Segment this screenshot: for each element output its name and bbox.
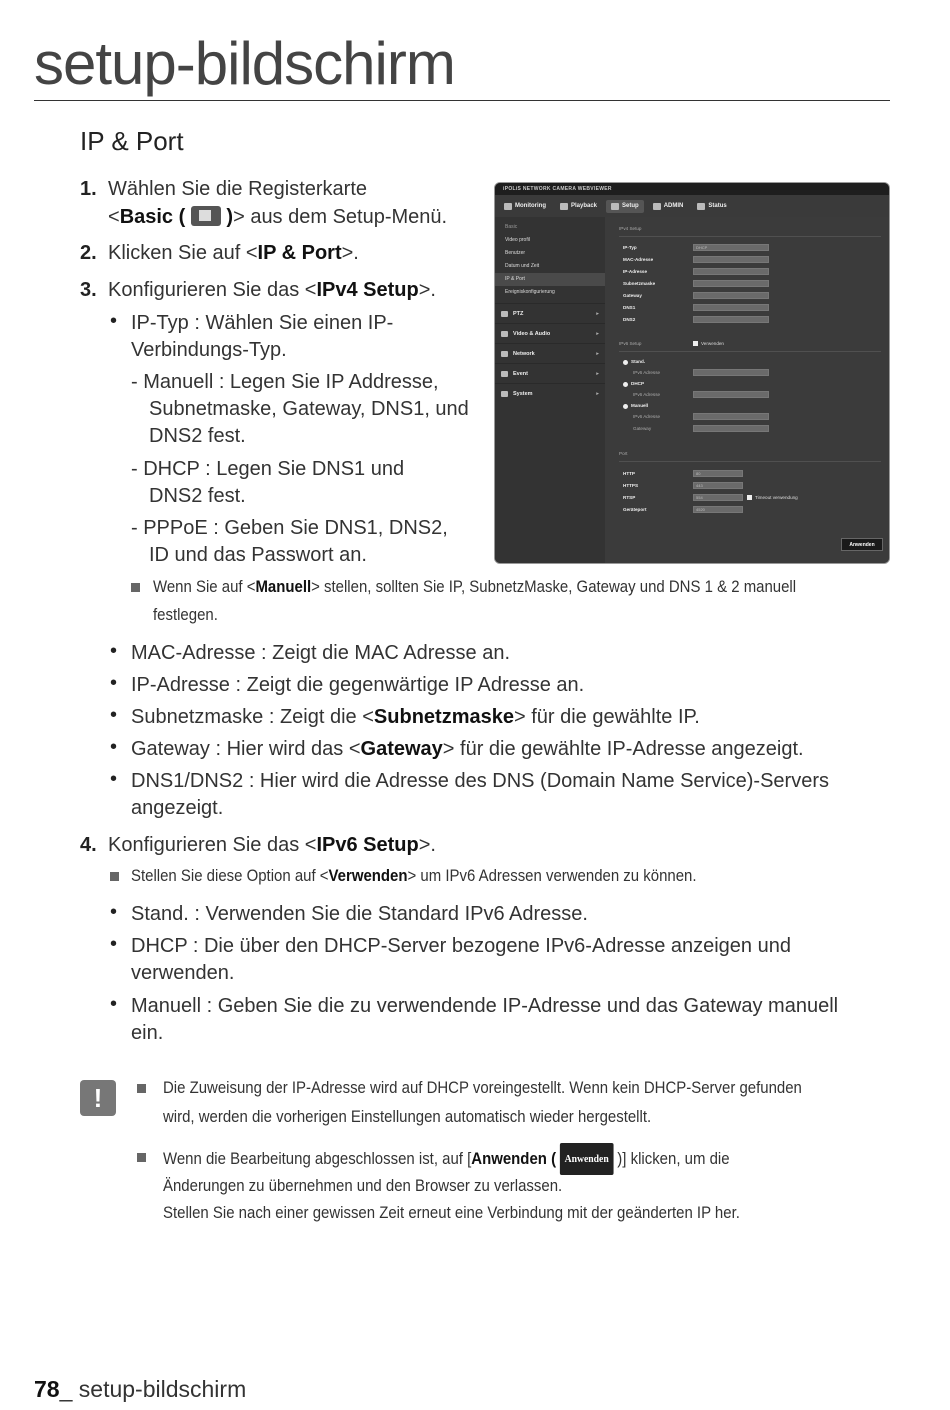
sidebar-item[interactable]: Ereigniskonfigurierung	[505, 289, 555, 295]
note-text: festlegen.	[153, 605, 218, 624]
port-field[interactable]: 554	[693, 494, 743, 501]
step-number: 2.	[80, 242, 97, 264]
list-item: DNS1/DNS2 : Hier wird die Adresse des DNS (Domain Name Service)-Servers	[131, 770, 829, 792]
apply-button[interactable]: Anwenden	[841, 538, 883, 551]
list-item: IP-Typ : Wählen Sie einen IP-	[131, 312, 394, 334]
radio-label: Stand.	[631, 359, 646, 364]
divider	[619, 461, 881, 462]
field-label: DNS2	[623, 317, 636, 322]
setup-screenshot	[494, 182, 890, 564]
nav-admin[interactable]: ADMIN	[648, 200, 689, 213]
ipv6-title: IPv6 Setup	[619, 341, 642, 346]
list-item: Gateway : Hier wird das <Gateway> für die gewählte IP-Adresse angezeigt.	[131, 738, 804, 760]
nav-monitoring[interactable]: Monitoring	[499, 200, 551, 213]
ipv6-field[interactable]	[693, 391, 769, 398]
note-text: Wenn Sie auf <Manuell> stellen, sollten Sie IP, SubnetzMaske, Gateway und DNS 1 & 2 manuell	[153, 577, 797, 596]
divider	[619, 351, 881, 352]
ipv6-field[interactable]	[693, 413, 769, 420]
list-item: - PPPoE : Geben Sie DNS1, DNS2,	[131, 517, 448, 539]
radio-label: DHCP	[631, 381, 645, 386]
nav-setup[interactable]: Setup	[606, 200, 644, 213]
port-title: Port	[619, 451, 628, 456]
gear-icon	[611, 203, 619, 210]
webviewer-sidebar	[495, 217, 605, 563]
playback-icon	[560, 203, 568, 210]
field-label: Gateway	[623, 293, 642, 298]
field-label: IPv6 Adresse	[633, 370, 661, 375]
warning-text: Wenn die Bearbeitung abgeschlossen ist, auf [Anwenden ( Anwenden )] klicken, um die	[163, 1143, 730, 1175]
step-text: Konfigurieren Sie das <IPv4 Setup>.	[108, 279, 436, 301]
sidebar-item[interactable]: Video profil	[505, 237, 530, 243]
step-text: <Basic ( )> aus dem Setup-Menü.	[108, 206, 448, 228]
step-text: Wählen Sie die Registerkarte	[108, 178, 368, 200]
subnet-field[interactable]	[693, 280, 769, 287]
list-item: - Manuell : Legen Sie IP Addresse,	[131, 371, 439, 393]
list-item: DNS2 fest.	[149, 425, 246, 447]
radio-manuell[interactable]	[623, 404, 628, 409]
list-item: DNS2 fest.	[149, 485, 246, 507]
step-number: 3.	[80, 279, 97, 301]
field-label: RTSP	[623, 495, 636, 500]
sidebar-category[interactable]: System ▸	[495, 383, 605, 403]
note-square-icon	[137, 1153, 146, 1162]
apply-button-icon: Anwenden	[560, 1143, 613, 1175]
video-audio-icon	[501, 331, 508, 337]
note-square-icon	[110, 872, 119, 881]
field-label: Gateway	[633, 426, 652, 431]
bullet: •	[110, 993, 118, 1015]
list-item: ein.	[131, 1022, 164, 1044]
ipv6-use-label: Verwenden	[701, 341, 724, 346]
field-label: Geräteport	[623, 507, 647, 512]
monitor-icon	[504, 203, 512, 210]
list-item: Stand. : Verwenden Sie die Standard IPv6 Adresse.	[131, 903, 588, 925]
ipv6-field[interactable]	[693, 369, 769, 376]
page-title: setup-bildschirm	[34, 30, 455, 97]
timeout-label: Timeout verwendung	[755, 495, 798, 500]
radio-dhcp[interactable]	[623, 382, 628, 387]
gateway-field[interactable]	[693, 292, 769, 299]
bullet: •	[110, 672, 118, 694]
event-icon	[501, 371, 508, 377]
note-square-icon	[137, 1084, 146, 1093]
sidebar-item[interactable]: Benutzer	[505, 250, 526, 256]
field-label: IP-Adresse	[623, 269, 648, 274]
page-header	[34, 30, 890, 101]
list-item: IP-Adresse : Zeigt die gegenwärtige IP Adresse an.	[131, 674, 585, 696]
mac-field	[693, 256, 769, 263]
radio-label: Manuell	[631, 403, 649, 408]
system-icon	[501, 391, 508, 397]
ptz-icon	[501, 311, 508, 317]
note-square-icon	[131, 583, 140, 592]
webviewer-navbar	[495, 195, 889, 217]
section-title: IP & Port	[80, 126, 184, 156]
radio-stand[interactable]	[623, 360, 628, 365]
list-item: Verbindungs-Typ.	[131, 339, 287, 361]
field-label: Subnetzmaske	[623, 281, 656, 286]
warning-text: Änderungen zu übernehmen und den Browser zu verlassen.	[163, 1176, 563, 1195]
field-label: HTTP	[623, 471, 635, 476]
bullet: •	[110, 704, 118, 726]
bullet: •	[110, 933, 118, 955]
list-item: Subnetmaske, Gateway, DNS1, und	[149, 398, 469, 420]
list-item: ID und das Passwort an.	[149, 544, 367, 566]
port-field[interactable]: 443	[693, 482, 743, 489]
step-number: 4.	[80, 834, 97, 856]
port-field[interactable]: 80	[693, 470, 743, 477]
field-label: MAC-Adresse	[623, 257, 654, 262]
warning-text: wird, werden die vorherigen Einstellungen automatisch wieder hergestellt.	[163, 1107, 652, 1126]
user-icon	[653, 203, 661, 210]
dns2-field[interactable]	[693, 316, 769, 323]
ipv6-gateway-field[interactable]	[693, 425, 769, 432]
iptyp-select[interactable]: DHCP	[693, 244, 769, 251]
list-item: - DHCP : Legen Sie DNS1 und	[131, 458, 405, 480]
bullet: •	[110, 768, 118, 790]
field-label: IP-Typ	[623, 245, 637, 250]
list-item: Manuell : Geben Sie die zu verwendende IP-Adresse und das Gateway manuell	[131, 995, 839, 1017]
nav-playback[interactable]: Playback	[555, 200, 602, 213]
bullet: •	[110, 310, 118, 332]
field-label: IPv6 Adresse	[633, 392, 661, 397]
sidebar-item[interactable]: Datum und Zeit	[505, 263, 540, 269]
note-text: Stellen Sie diese Option auf <Verwenden> um IPv6 Adressen verwenden zu können.	[131, 866, 697, 885]
network-icon	[501, 351, 508, 357]
sidebar-group-basic[interactable]: Basic	[505, 224, 518, 230]
list-item: Subnetzmaske : Zeigt die <Subnetzmaske> für die gewählte IP.	[131, 706, 700, 728]
step-text: Klicken Sie auf <IP & Port>.	[108, 242, 359, 264]
list-item: verwenden.	[131, 962, 235, 984]
bullet: •	[110, 901, 118, 923]
page-number: 78	[34, 1376, 60, 1402]
ip-field[interactable]	[693, 268, 769, 275]
field-label: IPv6 Adresse	[633, 414, 661, 419]
sidebar-category[interactable]: PTZ ▸	[495, 303, 605, 323]
ipv6-use-checkbox[interactable]	[693, 341, 698, 346]
list-item: angezeigt.	[131, 797, 224, 819]
warning-icon: !	[80, 1080, 116, 1116]
warning-text: Die Zuweisung der IP-Adresse wird auf DHCP voreingestellt. Wenn kein DHCP-Server gefunden	[163, 1078, 802, 1097]
sidebar-category[interactable]: Video & Audio ▸	[495, 323, 605, 343]
bullet: •	[110, 736, 118, 758]
port-field[interactable]: 4520	[693, 506, 743, 513]
list-item: DHCP : Die über den DHCP-Server bezogene IPv6-Adresse anzeigen und	[131, 935, 791, 957]
sidebar-category[interactable]: Network ▸	[495, 343, 605, 363]
page-footer: 78_ setup-bildschirm	[34, 1376, 247, 1402]
step-text: Konfigurieren Sie das <IPv6 Setup>.	[108, 834, 436, 856]
field-label: HTTPS	[623, 483, 639, 488]
warning-text: Stellen Sie nach einer gewissen Zeit erneut eine Verbindung mit der geänderten IP her.	[163, 1203, 740, 1222]
sidebar-category[interactable]: Event ▸	[495, 363, 605, 383]
list-item: MAC-Adresse : Zeigt die MAC Adresse an.	[131, 642, 511, 664]
divider	[619, 236, 881, 237]
status-icon	[697, 203, 705, 210]
basic-menu-icon	[191, 206, 221, 226]
timeout-checkbox[interactable]	[747, 495, 752, 500]
webviewer-main	[605, 217, 889, 563]
sidebar-item-ip-port[interactable]: IP & Port	[495, 273, 605, 286]
field-label: DNS1	[623, 305, 636, 310]
webviewer-titlebar: iPOLiS NETWORK CAMERA WEBVIEWER	[495, 183, 889, 195]
nav-status[interactable]: Status	[692, 200, 731, 213]
bullet: •	[110, 640, 118, 662]
step-number: 1.	[80, 178, 97, 200]
ipv4-title: IPv4 Setup	[619, 226, 642, 231]
dns1-field[interactable]	[693, 304, 769, 311]
